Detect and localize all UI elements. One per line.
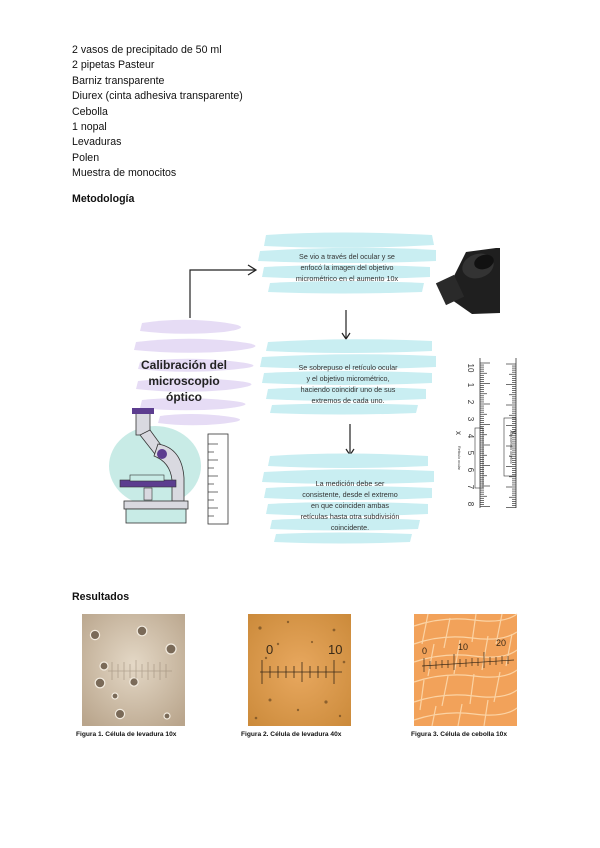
reticle-number: 10: [466, 363, 475, 373]
scale-label: 10: [458, 642, 469, 652]
step1-text-line: Se vio a través del ocular y se: [299, 252, 395, 261]
materials-item: Polen: [72, 151, 100, 164]
reticle-letter-x: x: [454, 431, 463, 435]
reticle-numbers: [454, 364, 519, 507]
results-heading: Resultados: [72, 591, 130, 603]
step1-text-line: enfocó la imagen del objetivo: [300, 263, 394, 272]
reticle-number: 6: [466, 467, 475, 473]
step3-text-line: retículas hasta otra subdivisión: [300, 512, 400, 521]
materials-item: 1 nopal: [72, 121, 107, 134]
diagram-title-line: microscopio: [148, 374, 220, 388]
materials-list: [72, 43, 243, 182]
reticle-number: 5: [466, 450, 475, 456]
step2-text-line: extremos de cada uno.: [311, 396, 385, 405]
reticle-number: 7: [466, 484, 475, 490]
materials-item: Cebolla: [72, 105, 108, 118]
onion-cells-10x-image: [414, 614, 517, 726]
reticle-number: 1: [466, 382, 475, 388]
reticle-number: 8: [466, 501, 475, 507]
microscope-illustration: [109, 408, 228, 524]
yeast-cells-10x-image: [82, 614, 185, 726]
scale-label: 0: [266, 642, 274, 657]
reticle-number: 3: [466, 416, 475, 422]
materials-item: 2 pipetas Pasteur: [72, 59, 155, 72]
step2-text-line: y el objetivo micrométrico,: [306, 374, 390, 383]
figure-1-image: [82, 614, 185, 726]
reticle-number: 2: [466, 399, 475, 405]
reticle-letter-y: y: [510, 430, 519, 434]
diagram-title-line: Calibración del: [140, 358, 228, 372]
figure-3-caption: Figura 3. Célula de cebolla 10x: [411, 731, 508, 738]
calibration-diagram: [100, 218, 519, 558]
step1-text-line: micrométrico en el aumento 10x: [295, 274, 399, 283]
step3-text-line: coincidente.: [330, 523, 370, 532]
materials-item: Muestra de monocitos: [72, 167, 177, 180]
reticle-label-y: Micrometro objetivo: [509, 432, 513, 464]
reticle-label-x: Reticulo ocular: [457, 446, 461, 470]
yeast-cells-40x-image: [248, 614, 351, 726]
step2-text-line: Se sobrepuso el retículo ocular: [298, 363, 398, 372]
figure-2-image: [248, 614, 351, 726]
step2-text-line: haciendo coincidir uno de sus: [300, 385, 396, 394]
materials-item: Levaduras: [72, 136, 122, 149]
materials-item: 2 vasos de precipitado de 50 ml: [72, 44, 222, 56]
figure-1-caption: Figura 1. Célula de levadura 10x: [76, 731, 177, 738]
step3-text-line: La medición debe ser: [315, 479, 385, 488]
materials-item: Barniz transparente: [72, 74, 165, 87]
arrow-to-step1: [190, 270, 255, 318]
eyepiece-image: [436, 248, 500, 314]
reticle-number: 4: [466, 433, 475, 439]
materials-item: Diurex (cinta adhesiva transparente): [72, 90, 243, 103]
step3-text-line: consistente, desde el extremo: [302, 490, 398, 499]
methodology-heading: Metodología: [72, 193, 135, 205]
scale-label: 10: [328, 642, 343, 657]
figure-3-image: [414, 614, 517, 726]
step3-text-line: en que coinciden ambas: [311, 501, 389, 510]
scale-label: 0: [422, 646, 428, 656]
scale-label: 20: [496, 638, 507, 648]
figure-2-caption: Figura 2. Célula de levadura 40x: [241, 731, 342, 738]
diagram-title-line: óptico: [166, 390, 202, 404]
